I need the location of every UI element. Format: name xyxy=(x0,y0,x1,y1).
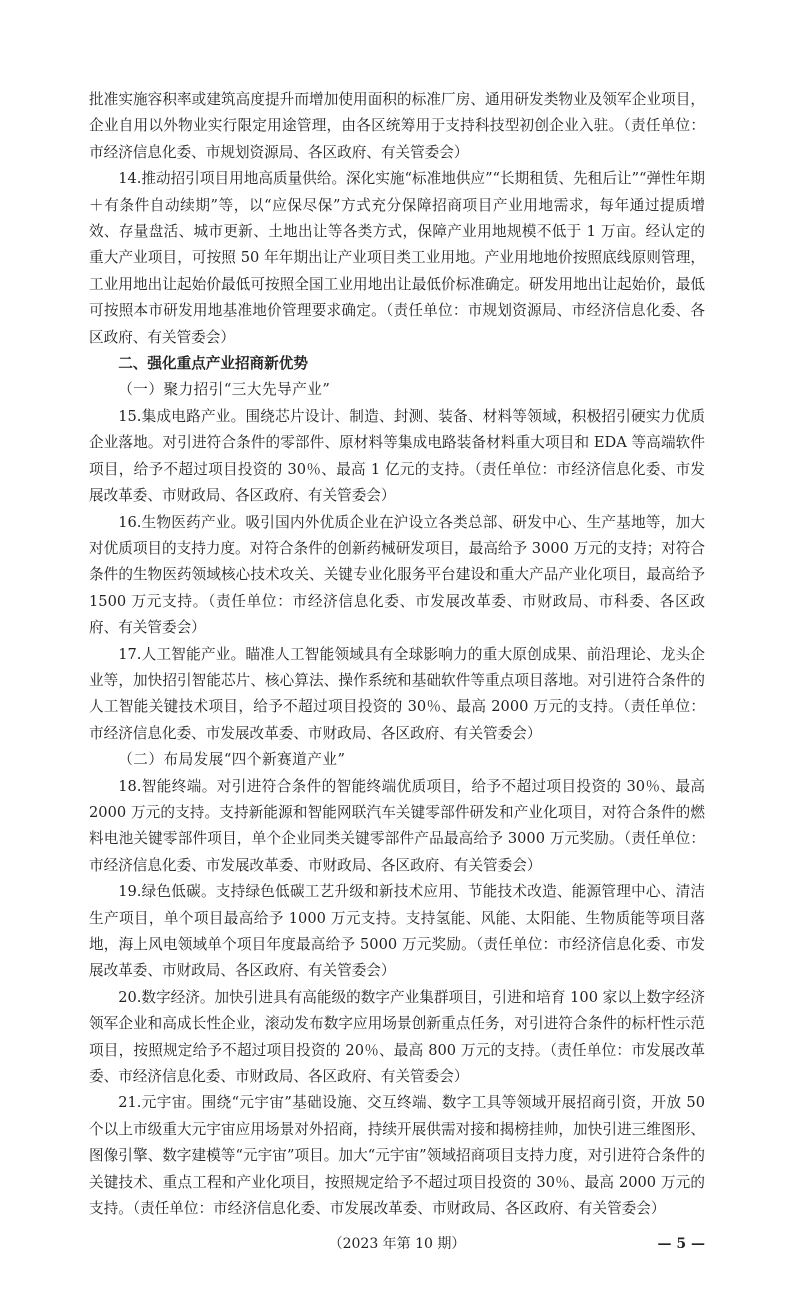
document-body xyxy=(89,87,705,1222)
issue-label: （2023 年第 10 期） xyxy=(328,1236,466,1253)
page-footer xyxy=(89,1232,705,1256)
paragraph-item-18: 18.智能终端。对引进符合条件的智能终端优质项目，给予不超过项目投资的 30％、最高 2000 万元的支持。支持新能源和智能网联汽车关键零部件研发和产业化项目，对符合条件的燃料电池关键零部件项目，单个企业同类关键零部件产品最高给予 3000 万元奖励。（责任单位：市经济信息化委、市发展改革委、市财政局、各区政府、有关管委会） xyxy=(89,777,705,874)
paragraph-item-20: 20.数字经济。加快引进具有高能级的数字产业集群项目，引进和培育 100 家以上数字经济领军企业和高成长性企业，滚动发布数字应用场景创新重点任务，对引进符合条件的标杆性示范项目，按照规定给予不超过项目投资的 20％、最高 800 万元的支持。（责任单位：市发展改革委、市经济信息化委、市财政局、各区政府、有关管委会） xyxy=(89,988,705,1086)
section-heading: 二、强化重点产业招商新优势 xyxy=(118,355,308,373)
subsection-heading-2: （二）布局发展“四个新赛道产业” xyxy=(118,751,346,769)
paragraph-item-15: 15.集成电路产业。围绕芯片设计、制造、封测、装备、材料等领域，积极招引硬实力优质企业落地。对引进符合条件的零部件、原材料等集成电路装备材料重大项目和 EDA 等高端软件项目，给予不超过项目投资的 30％、最高 1 亿元的支持。（责任单位：市经济信息化委、市发展改革委、市财政局、各区政府、有关管委会） xyxy=(89,407,705,505)
subsection-heading-1: （一）聚力招引“三大先导产业” xyxy=(118,381,331,399)
page-number: — 5 — xyxy=(657,1236,705,1253)
paragraph-continuation: 批准实施容积率或建筑高度提升而增加使用面积的标准厂房、通用研发类物业及领军企业项目，企业自用以外物业实行限定用途管理，由各区统筹用于支持科技型初创企业入驻。（责任单位：市经济信息化委、市规划资源局、各区政府、有关管委会） xyxy=(89,91,705,161)
paragraph-item-14: 14.推动招引项目用地高质量供给。深化实施“标准地供应”“长期租赁、先租后让”“弹性年期＋有条件自动续期”等，以“应保尽保”方式充分保障招商项目产业用地需求，每年通过提质增效、存量盘活、城市更新、土地出让等各类方式，保障产业用地规模不低于 1 万亩。经认定的重大产业项目，可按照 50 年年期出让产业项目类工业用地。产业用地地价按照底线原则管理，工业用地出让起始价最低可按照全国工业用地出让最低价标准确定。研发用地出让起始价，最低可按照本市研发用地基准地价管理要求确定。（责任单位：市规划资源局、市经济信息化委、各区政府、有关管委会） xyxy=(89,170,705,346)
paragraph-item-19: 19.绿色低碳。支持绿色低碳工艺升级和新技术应用、节能技术改造、能源管理中心、清洁生产项目，单个项目最高给予 1000 万元支持。支持氢能、风能、太阳能、生物质能等项目落地，海上风电领域单个项目年度最高给予 5000 万元奖励。（责任单位：市经济信息化委、市发展改革委、市财政局、各区政府、有关管委会） xyxy=(89,883,705,980)
paragraph-item-16: 16.生物医药产业。吸引国内外优质企业在沪设立各类总部、研发中心、生产基地等，加大对优质项目的支持力度。对符合条件的创新药械研发项目，最高给予 3000 万元的支持；对符合条件的生物医药领域核心技术攻关、关键专业化服务平台建设和重大产品产业化项目，最高给予 1500 万元支持。（责任单位：市经济信息化委、市发展改革委、市财政局、市科委、各区政府、有关管委会） xyxy=(89,513,705,637)
paragraph-item-17: 17.人工智能产业。瞄准人工智能领域具有全球影响力的重大原创成果、前沿理论、龙头企业等，加快招引智能芯片、核心算法、操作系统和基础软件等重点项目落地。对引进符合条件的人工智能关键技术项目，给予不超过项目投资的 30％、最高 2000 万元的支持。（责任单位：市经济信息化委、市发展改革委、市财政局、各区政府、有关管委会） xyxy=(89,645,705,742)
paragraph-item-21: 21.元宇宙。围绕“元宇宙”基础设施、交互终端、数字工具等领域开展招商引资，开放 50 个以上市级重大元宇宙应用场景对外招商，持续开展供需对接和揭榜挂帅，加快引进三维图形、图像引擎、数字建模等“元宇宙”项目。加大“元宇宙”领域招商项目支持力度，对引进符合条件的关键技术、重点工程和产业化项目，按照规定给予不超过项目投资的 30％、最高 2000 万元的支持。（责任单位：市经济信息化委、市发展改革委、市财政局、各区政府、有关管委会） xyxy=(89,1094,705,1218)
